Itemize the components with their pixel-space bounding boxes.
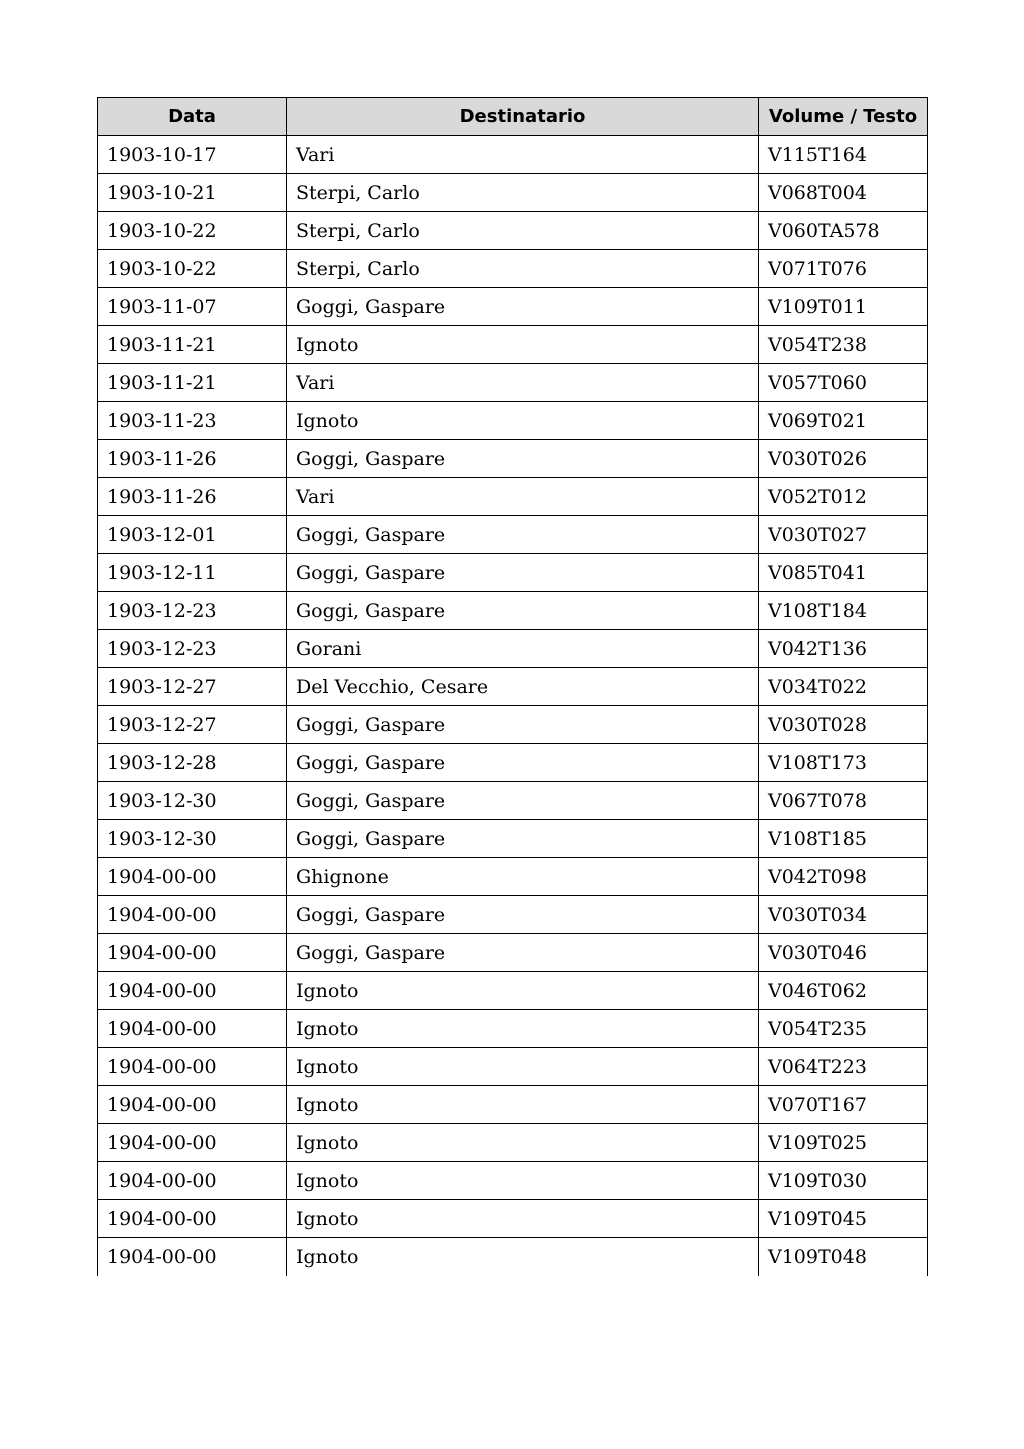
cell-date: 1904-00-00 <box>98 896 287 934</box>
table-row <box>98 516 928 554</box>
cell-destinatario: Goggi, Gaspare <box>287 592 759 630</box>
cell-volume-testo: V060TA578 <box>759 212 928 250</box>
table-row <box>98 630 928 668</box>
cell-date: 1904-00-00 <box>98 934 287 972</box>
cell-date: 1904-00-00 <box>98 972 287 1010</box>
cell-date: 1904-00-00 <box>98 1124 287 1162</box>
table-row <box>98 364 928 402</box>
cell-volume-testo: V109T030 <box>759 1162 928 1200</box>
header-volume-testo: Volume / Testo <box>759 98 928 136</box>
table-row <box>98 744 928 782</box>
cell-destinatario: Del Vecchio, Cesare <box>287 668 759 706</box>
cell-volume-testo: V030T027 <box>759 516 928 554</box>
cell-destinatario: Ignoto <box>287 972 759 1010</box>
cell-volume-testo: V109T011 <box>759 288 928 326</box>
cell-destinatario: Ignoto <box>287 1200 759 1238</box>
cell-date: 1903-12-11 <box>98 554 287 592</box>
cell-date: 1904-00-00 <box>98 1086 287 1124</box>
cell-date: 1903-10-17 <box>98 136 287 174</box>
cell-date: 1903-11-26 <box>98 440 287 478</box>
cell-date: 1903-12-23 <box>98 630 287 668</box>
cell-volume-testo: V042T098 <box>759 858 928 896</box>
cell-date: 1904-00-00 <box>98 1048 287 1086</box>
cell-volume-testo: V108T173 <box>759 744 928 782</box>
cell-date: 1904-00-00 <box>98 1010 287 1048</box>
cell-destinatario: Gorani <box>287 630 759 668</box>
cell-date: 1903-10-21 <box>98 174 287 212</box>
cell-destinatario: Sterpi, Carlo <box>287 174 759 212</box>
cell-date: 1903-12-27 <box>98 668 287 706</box>
table-row <box>98 1238 928 1276</box>
cell-volume-testo: V069T021 <box>759 402 928 440</box>
cell-destinatario: Ignoto <box>287 1124 759 1162</box>
table-row <box>98 1162 928 1200</box>
cell-date: 1903-12-01 <box>98 516 287 554</box>
table-row <box>98 402 928 440</box>
table-row <box>98 174 928 212</box>
cell-date: 1903-11-23 <box>98 402 287 440</box>
letters-table <box>97 97 928 1276</box>
cell-destinatario: Goggi, Gaspare <box>287 554 759 592</box>
cell-volume-testo: V030T046 <box>759 934 928 972</box>
cell-destinatario: Sterpi, Carlo <box>287 212 759 250</box>
cell-volume-testo: V071T076 <box>759 250 928 288</box>
cell-destinatario: Goggi, Gaspare <box>287 288 759 326</box>
cell-date: 1903-11-07 <box>98 288 287 326</box>
table-row <box>98 706 928 744</box>
cell-volume-testo: V067T078 <box>759 782 928 820</box>
cell-destinatario: Vari <box>287 364 759 402</box>
cell-volume-testo: V108T185 <box>759 820 928 858</box>
cell-date: 1903-12-30 <box>98 782 287 820</box>
cell-destinatario: Ignoto <box>287 402 759 440</box>
table-row <box>98 1048 928 1086</box>
cell-destinatario: Goggi, Gaspare <box>287 516 759 554</box>
cell-date: 1903-11-21 <box>98 326 287 364</box>
cell-volume-testo: V064T223 <box>759 1048 928 1086</box>
cell-destinatario: Goggi, Gaspare <box>287 440 759 478</box>
cell-volume-testo: V034T022 <box>759 668 928 706</box>
cell-date: 1903-11-26 <box>98 478 287 516</box>
cell-destinatario: Goggi, Gaspare <box>287 934 759 972</box>
cell-destinatario: Vari <box>287 478 759 516</box>
cell-date: 1904-00-00 <box>98 1162 287 1200</box>
cell-volume-testo: V108T184 <box>759 592 928 630</box>
table-row <box>98 1124 928 1162</box>
table-row <box>98 326 928 364</box>
cell-volume-testo: V070T167 <box>759 1086 928 1124</box>
cell-destinatario: Sterpi, Carlo <box>287 250 759 288</box>
header-data: Data <box>98 98 287 136</box>
cell-date: 1904-00-00 <box>98 1238 287 1276</box>
cell-destinatario: Ignoto <box>287 1086 759 1124</box>
cell-volume-testo: V054T238 <box>759 326 928 364</box>
cell-date: 1903-12-27 <box>98 706 287 744</box>
cell-volume-testo: V052T012 <box>759 478 928 516</box>
table-row <box>98 782 928 820</box>
table-row <box>98 554 928 592</box>
header-destinatario: Destinatario <box>287 98 759 136</box>
cell-date: 1903-10-22 <box>98 212 287 250</box>
cell-volume-testo: V046T062 <box>759 972 928 1010</box>
cell-volume-testo: V109T048 <box>759 1238 928 1276</box>
table-row <box>98 820 928 858</box>
cell-destinatario: Goggi, Gaspare <box>287 820 759 858</box>
cell-volume-testo: V030T028 <box>759 706 928 744</box>
cell-date: 1903-12-28 <box>98 744 287 782</box>
cell-volume-testo: V068T004 <box>759 174 928 212</box>
cell-date: 1903-12-23 <box>98 592 287 630</box>
table-header-row <box>98 98 928 136</box>
cell-volume-testo: V085T041 <box>759 554 928 592</box>
cell-destinatario: Ghignone <box>287 858 759 896</box>
table-row <box>98 288 928 326</box>
cell-destinatario: Goggi, Gaspare <box>287 896 759 934</box>
cell-date: 1904-00-00 <box>98 1200 287 1238</box>
cell-destinatario: Vari <box>287 136 759 174</box>
cell-date: 1904-00-00 <box>98 858 287 896</box>
cell-volume-testo: V030T026 <box>759 440 928 478</box>
document-page <box>97 97 927 1276</box>
table-row <box>98 972 928 1010</box>
table-row <box>98 592 928 630</box>
table-row <box>98 136 928 174</box>
cell-volume-testo: V057T060 <box>759 364 928 402</box>
cell-date: 1903-10-22 <box>98 250 287 288</box>
table-row <box>98 896 928 934</box>
table-row <box>98 668 928 706</box>
cell-volume-testo: V054T235 <box>759 1010 928 1048</box>
cell-destinatario: Goggi, Gaspare <box>287 706 759 744</box>
table-body <box>98 136 928 1276</box>
cell-destinatario: Ignoto <box>287 326 759 364</box>
cell-destinatario: Ignoto <box>287 1010 759 1048</box>
cell-volume-testo: V109T045 <box>759 1200 928 1238</box>
cell-destinatario: Ignoto <box>287 1238 759 1276</box>
cell-volume-testo: V115T164 <box>759 136 928 174</box>
table-row <box>98 478 928 516</box>
table-row <box>98 1010 928 1048</box>
table-row <box>98 1086 928 1124</box>
cell-volume-testo: V030T034 <box>759 896 928 934</box>
cell-destinatario: Ignoto <box>287 1048 759 1086</box>
cell-destinatario: Goggi, Gaspare <box>287 782 759 820</box>
cell-volume-testo: V042T136 <box>759 630 928 668</box>
cell-destinatario: Goggi, Gaspare <box>287 744 759 782</box>
table-row <box>98 440 928 478</box>
table-row <box>98 1200 928 1238</box>
table-row <box>98 858 928 896</box>
table-row <box>98 250 928 288</box>
cell-destinatario: Ignoto <box>287 1162 759 1200</box>
table-row <box>98 934 928 972</box>
cell-volume-testo: V109T025 <box>759 1124 928 1162</box>
table-row <box>98 212 928 250</box>
cell-date: 1903-11-21 <box>98 364 287 402</box>
cell-date: 1903-12-30 <box>98 820 287 858</box>
